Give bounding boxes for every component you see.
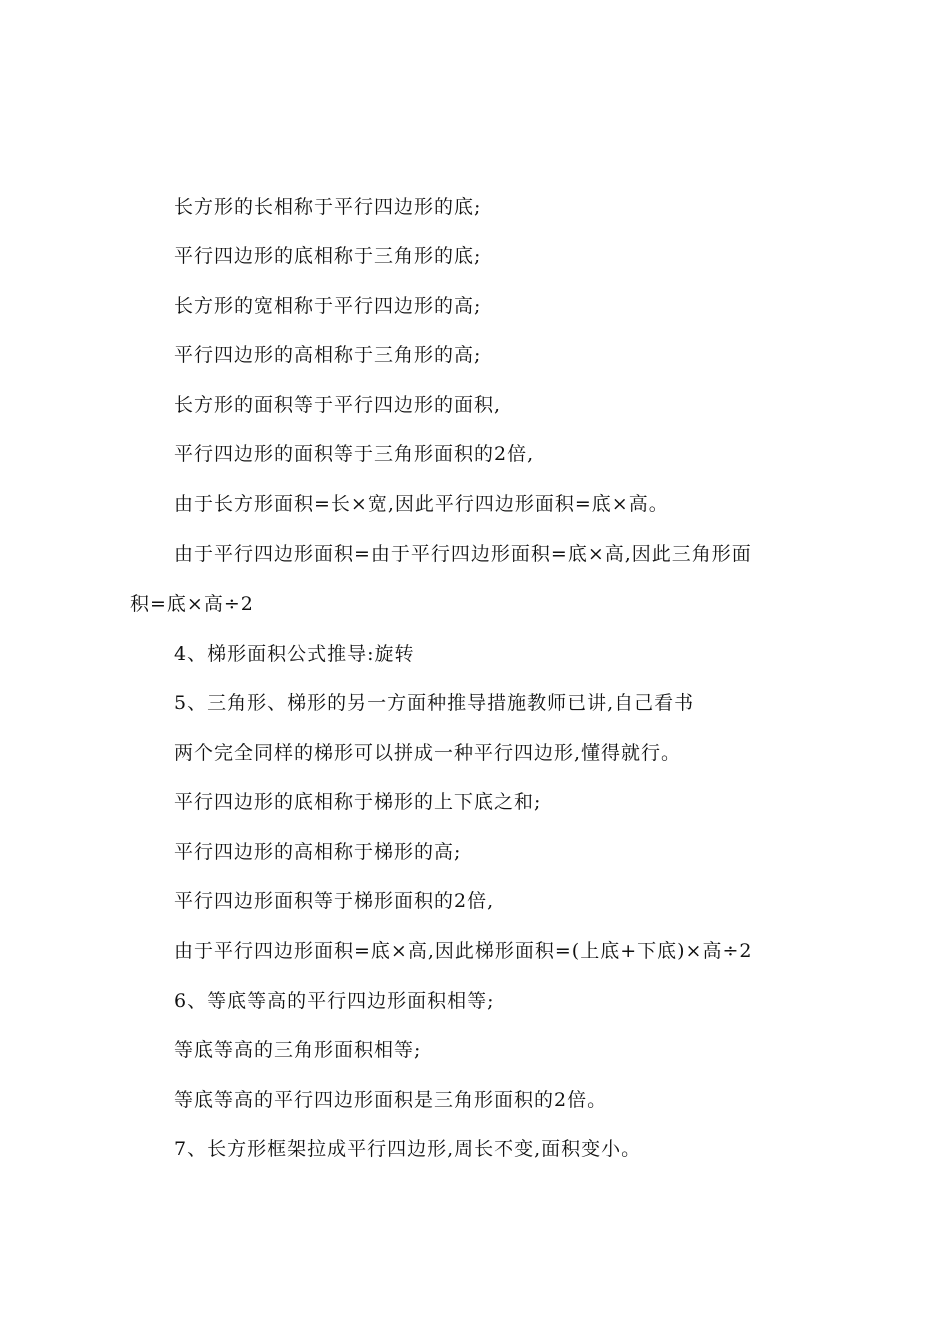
text-line: 平行四边形的高相称于三角形的高; — [174, 344, 482, 366]
text-line: 7、长方形框架拉成平行四边形,周长不变,面积变小。 — [174, 1138, 642, 1160]
text-line: 平行四边形的底相称于梯形的上下底之和; — [174, 791, 542, 813]
text-line: 平行四边形面积等于梯形面积的2倍, — [174, 890, 495, 912]
text-line: 长方形的长相称于平行四边形的底; — [174, 196, 482, 218]
text-line: 两个完全同样的梯形可以拼成一种平行四边形,懂得就行。 — [174, 742, 682, 764]
text-line: 6、等底等高的平行四边形面积相等; — [174, 990, 495, 1012]
text-line: 由于长方形面积=长×宽,因此平行四边形面积=底×高。 — [174, 493, 669, 515]
text-line: 积=底×高÷2 — [130, 593, 254, 615]
text-line: 平行四边形的底相称于三角形的底; — [174, 245, 482, 267]
text-line: 由于平行四边形面积=底×高,因此梯形面积=(上底+下底)×高÷2 — [174, 940, 753, 962]
text-line: 平行四边形的高相称于梯形的高; — [174, 841, 462, 863]
text-line: 等底等高的三角形面积相等; — [174, 1039, 422, 1061]
text-line: 由于平行四边形面积=由于平行四边形面积=底×高,因此三角形面 — [174, 543, 752, 565]
text-line: 5、三角形、梯形的另一方面种推导措施教师已讲,自己看书 — [174, 692, 695, 714]
text-line: 长方形的宽相称于平行四边形的高; — [174, 295, 482, 317]
text-line: 平行四边形的面积等于三角形面积的2倍, — [174, 443, 535, 465]
text-line: 长方形的面积等于平行四边形的面积, — [174, 394, 502, 416]
text-line: 4、梯形面积公式推导:旋转 — [174, 643, 415, 665]
text-line: 等底等高的平行四边形面积是三角形面积的2倍。 — [174, 1089, 608, 1111]
